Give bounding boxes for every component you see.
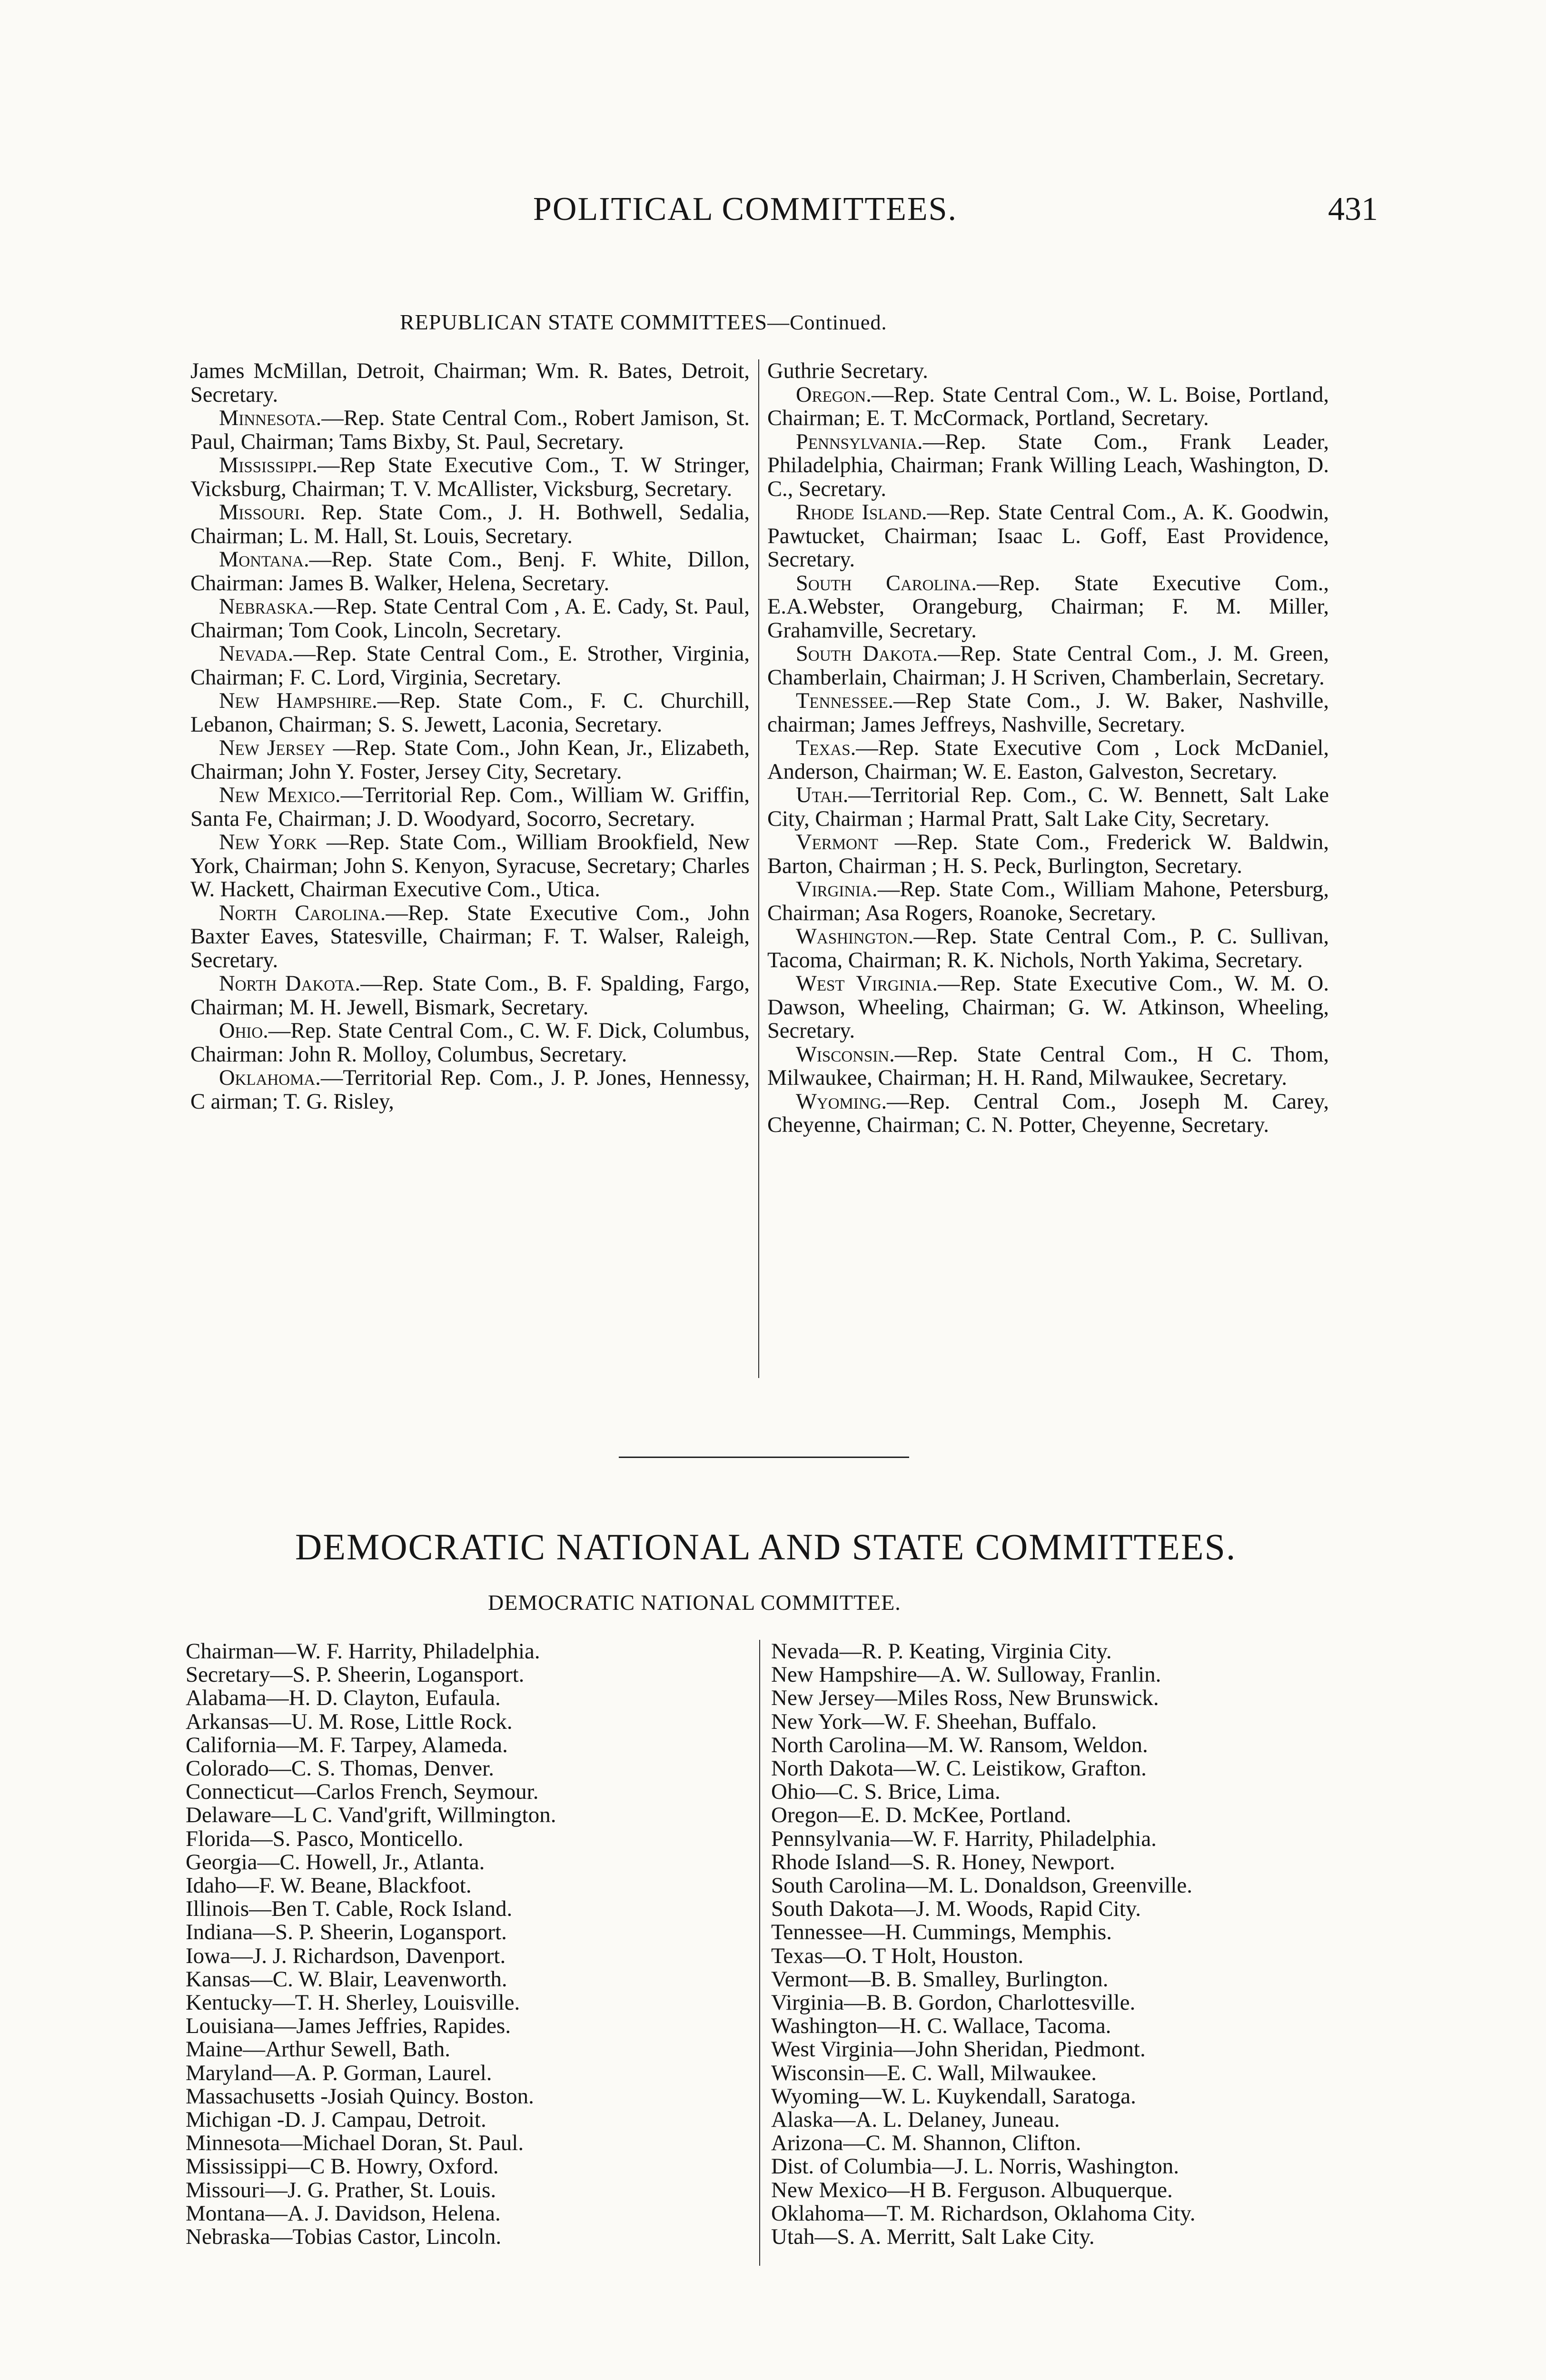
entry-text: Guthrie Secretary. [767, 359, 928, 383]
entry-text: —Rep. State Com., F. C. Churchill, Lebanon, Chairman; S. S. Jewett, Laconia, Secretary. [190, 689, 750, 737]
entry-text: —Rep. State Central Com , A. E. Cady, St. Paul, Chairman; Tom Cook, Lincoln, Secretary. [190, 595, 750, 643]
committee-entry [767, 689, 1329, 736]
state-name: South Dakota. [796, 642, 938, 666]
committee-entry [190, 359, 750, 407]
state-name: Oklahoma. [219, 1066, 321, 1090]
page-number: 431 [1328, 191, 1378, 228]
state-name: Minnesota. [219, 406, 322, 430]
state-name: Nebraska. [219, 595, 314, 619]
republican-left-column [190, 359, 750, 1113]
entry-text: Rep. State Com., J. H. Bothwell, Sedalia, Chairman; L. M. Hall, St. Louis, Secretary. [190, 500, 750, 548]
state-name: West Virginia. [796, 972, 938, 996]
list-item: South Dakota—J. M. Woods, Rapid City. [771, 1896, 1141, 1922]
committee-entry [767, 878, 1329, 925]
state-name: South Carolina. [796, 571, 977, 595]
list-item: Minnesota—Michael Doran, St. Paul. [186, 2131, 524, 2156]
list-item: Chairman—W. F. Harrity, Philadelphia. [186, 1639, 540, 1664]
committee-entry [767, 831, 1329, 878]
entry-text: —Rep. State Central Com., C. W. F. Dick, Columbus, Chairman: John R. Molloy, Columbus, Secretary. [190, 1019, 750, 1067]
list-item: Iowa—J. J. Richardson, Davenport. [186, 1943, 506, 1968]
entry-text: —Rep. State Com., Frederick W. Baldwin, Barton, Chairman ; H. S. Peck, Burlington, Secretary. [767, 830, 1329, 878]
continued-label: Continued. [790, 311, 887, 334]
committee-entry [767, 501, 1329, 572]
state-name: Missouri. [219, 500, 306, 525]
list-item: Georgia—C. Howell, Jr., Atlanta. [186, 1849, 485, 1874]
list-item: New Mexico—H B. Ferguson. Albuquerque. [771, 2177, 1173, 2202]
entry-text: —Rep. State Executive Com , Lock McDaniel, Anderson, Chairman; W. E. Easton, Galveston, Secretary. [767, 736, 1329, 784]
committee-entry [190, 783, 750, 831]
list-item: Nevada—R. P. Keating, Virginia City. [771, 1639, 1112, 1664]
list-item: Idaho—F. W. Beane, Blackfoot. [186, 1873, 472, 1898]
state-name: Oregon. [796, 382, 872, 407]
list-item: California—M. F. Tarpey, Alameda. [186, 1732, 508, 1757]
committee-entry [190, 407, 750, 454]
entry-text: —Rep. State Central Com., W. L. Boise, Portland, Chairman; E. T. McCormack, Portland, Secretary. [767, 382, 1329, 430]
entry-text: —Territorial Rep. Com., C. W. Bennett, Salt Lake City, Chairman ; Harmal Pratt, Salt Lake City, Secretary. [767, 783, 1329, 831]
entry-text: —Rep. State Com., William Brookfield, New York, Chairman; John S. Kenyon, Syracuse, Secretary; Charles W. Hackett, Chairman Executive Com., Utica. [190, 830, 750, 902]
list-item: Maryland—A. P. Gorman, Laurel. [186, 2060, 492, 2085]
committee-entry [190, 548, 750, 595]
state-name: New Mexico. [219, 783, 341, 807]
committee-entry [767, 383, 1329, 430]
committee-entry [767, 359, 1329, 383]
list-item: Rhode Island—S. R. Honey, Newport. [771, 1849, 1115, 1874]
entry-text: —Rep. Central Com., Joseph M. Carey, Cheyenne, Chairman; C. N. Potter, Cheyenne, Secretary. [767, 1089, 1329, 1137]
committee-entry [190, 642, 750, 689]
list-item: Alaska—A. L. Delaney, Juneau. [771, 2107, 1060, 2132]
state-name: Virginia. [796, 877, 878, 902]
committee-entry [767, 925, 1329, 972]
list-item: Alabama—H. D. Clayton, Eufaula. [186, 1686, 501, 1711]
entry-text: —Rep. State Executive Com., John Baxter Eaves, Statesville, Chairman; F. T. Walser, Raleigh, Secretary. [190, 901, 750, 972]
democratic-subtitle: DEMOCRATIC NATIONAL COMMITTEE. [488, 1590, 901, 1615]
entry-text: —Rep. State Com., William Mahone, Petersburg, Chairman; Asa Rogers, Roanoke, Secretary. [767, 877, 1329, 925]
list-item: West Virginia—John Sheridan, Piedmont. [771, 2037, 1146, 2062]
committee-entry [190, 689, 750, 736]
running-title: POLITICAL COMMITTEES. [533, 191, 958, 228]
entry-text: —Rep. State Central Com., E. Strother, Virginia, Chairman; F. C. Lord, Virginia, Secretary. [190, 642, 750, 690]
committee-entry [767, 972, 1329, 1043]
entry-text: —Rep. State Executive Com., E.A.Webster, Orangeburg, Chairman; F. M. Miller, Grahamville, Secretary. [767, 571, 1329, 643]
list-item: Maine—Arthur Sewell, Bath. [186, 2037, 451, 2062]
state-name: North Carolina. [219, 901, 386, 925]
committee-entry [767, 783, 1329, 831]
list-item: Wisconsin—E. C. Wall, Milwaukee. [771, 2060, 1097, 2085]
list-item: Florida—S. Pasco, Monticello. [186, 1826, 464, 1851]
entry-text: —Rep. State Central Com., P. C. Sullivan, Tacoma, Chairman; R. K. Nichols, North Yakima, Secretary. [767, 924, 1329, 972]
list-item: North Dakota—W. C. Leistikow, Grafton. [771, 1756, 1147, 1781]
column-divider [758, 359, 759, 1378]
list-item: South Carolina—M. L. Donaldson, Greenville. [771, 1873, 1193, 1898]
list-item: Dist. of Columbia—J. L. Norris, Washington. [771, 2154, 1179, 2179]
list-item: Oregon—E. D. McKee, Portland. [771, 1803, 1071, 1828]
committee-entry [190, 831, 750, 902]
entry-text: —Rep. State Central Com., A. K. Goodwin, Pawtucket, Chairman; Isaac L. Goff, East Providence, Secretary. [767, 500, 1329, 572]
list-item: Virginia—B. B. Gordon, Charlottesville. [771, 1990, 1136, 2015]
committee-entry [190, 454, 750, 501]
list-item: Arkansas—U. M. Rose, Little Rock. [186, 1709, 513, 1734]
committee-entry [767, 572, 1329, 643]
state-name: Wyoming. [796, 1089, 887, 1114]
committee-entry [767, 430, 1329, 501]
entry-text: —Territorial Rep. Com., J. P. Jones, Hennessy, C airman; T. G. Risley, [190, 1066, 750, 1114]
continued-dash: — [767, 310, 790, 334]
list-item: Connecticut—Carlos French, Seymour. [186, 1779, 539, 1805]
list-item: Michigan -D. J. Campau, Detroit. [186, 2107, 486, 2132]
list-item: Indiana—S. P. Sheerin, Logansport. [186, 1920, 507, 1945]
entry-text: —Rep State Executive Com., T. W Stringer, Vicksburg, Chairman; T. V. McAllister, Vicksburg, Secretary. [190, 453, 750, 501]
entry-text: —Rep. State Executive Com., W. M. O. Dawson, Wheeling, Chairman; G. W. Atkinson, Wheeling, Secretary. [767, 972, 1329, 1043]
democratic-title: DEMOCRATIC NATIONAL AND STATE COMMITTEES. [295, 1526, 1237, 1567]
committee-entry [190, 902, 750, 972]
list-item: Colorado—C. S. Thomas, Denver. [186, 1756, 494, 1781]
list-item: Wyoming—W. L. Kuykendall, Saratoga. [771, 2083, 1136, 2109]
state-name: Montana. [219, 547, 309, 572]
state-name: Pennsylvania. [796, 429, 923, 454]
list-item: Pennsylvania—W. F. Harrity, Philadelphia. [771, 1826, 1157, 1851]
democratic-right-list [771, 1640, 1333, 2249]
column-divider-2 [759, 1640, 760, 2266]
committee-entry [767, 1090, 1329, 1137]
state-name: North Dakota. [219, 972, 361, 996]
committee-entry [767, 736, 1329, 783]
committee-entry [190, 1066, 750, 1113]
entry-text: —Rep. State Com., Benj. F. White, Dillon, Chairman: James B. Walker, Helena, Secretary. [190, 547, 750, 595]
entry-text: —Rep. State Com., John Kean, Jr., Elizabeth, Chairman; John Y. Foster, Jersey City, Secretary. [190, 736, 750, 784]
committee-entry [190, 595, 750, 642]
entry-text: —Territorial Rep. Com., William W. Griffin, Santa Fe, Chairman; J. D. Woodyard, Socorro, Secretary. [190, 783, 750, 831]
state-name: New York [219, 830, 317, 854]
state-name: Mississippi. [219, 453, 318, 477]
list-item: New Jersey—Miles Ross, New Brunswick. [771, 1686, 1159, 1711]
state-name: New Hampshire. [219, 689, 377, 713]
list-item: Oklahoma—T. M. Richardson, Oklahoma City. [771, 2201, 1196, 2226]
committee-entry [767, 1043, 1329, 1090]
democratic-left-list [186, 1640, 752, 2249]
state-name: Ohio. [219, 1019, 268, 1043]
entry-text: —Rep. State Central Com., J. M. Green, Chamberlain, Chairman; J. H Scriven, Chamberlain, Secretary. [767, 642, 1329, 690]
list-item: Delaware—L C. Vand'grift, Willmington. [186, 1803, 556, 1828]
list-item: Mississippi—C B. Howry, Oxford. [186, 2154, 499, 2179]
state-name: Texas. [796, 736, 856, 760]
list-item: New York—W. F. Sheehan, Buffalo. [771, 1709, 1097, 1734]
list-item: Arizona—C. M. Shannon, Clifton. [771, 2131, 1081, 2156]
list-item: Washington—H. C. Wallace, Tacoma. [771, 2013, 1111, 2039]
entry-text: —Rep. State Central Com., Robert Jamison, St. Paul, Chairman; Tams Bixby, St. Paul, Secretary. [190, 406, 750, 454]
republican-right-column [767, 359, 1329, 1137]
list-item: Montana—A. J. Davidson, Helena. [186, 2201, 501, 2226]
committee-entry [190, 501, 750, 548]
entry-text: —Rep State Com., J. W. Baker, Nashville, chairman; James Jeffreys, Nashville, Secretary. [767, 689, 1329, 737]
state-name: Nevada. [219, 642, 294, 666]
state-name: Washington. [796, 924, 914, 949]
list-item: New Hampshire—A. W. Sulloway, Franlin. [771, 1662, 1161, 1687]
list-item: Utah—S. A. Merritt, Salt Lake City. [771, 2224, 1095, 2250]
list-item: Vermont—B. B. Smalley, Burlington. [771, 1966, 1109, 1992]
section-ornament-rule [619, 1457, 909, 1458]
list-item: Secretary—S. P. Sheerin, Logansport. [186, 1662, 525, 1687]
state-name: New Jersey [219, 736, 326, 760]
committee-entry [190, 972, 750, 1019]
committee-entry [767, 642, 1329, 689]
state-name: Tennessee. [796, 689, 894, 713]
committee-entry [190, 736, 750, 783]
entry-text: —Rep. State Com., Frank Leader, Philadelphia, Chairman; Frank Willing Leach, Washington, D. C., Secretary. [767, 429, 1329, 501]
state-name: Vermont [796, 830, 878, 854]
list-item: Missouri—J. G. Prather, St. Louis. [186, 2177, 496, 2202]
list-item: Ohio—C. S. Brice, Lima. [771, 1779, 1001, 1805]
republican-subtitle-text: REPUBLICAN STATE COMMITTEES [400, 310, 768, 334]
list-item: Massachusetts -Josiah Quincy. Boston. [186, 2083, 534, 2109]
list-item: Nebraska—Tobias Castor, Lincoln. [186, 2224, 502, 2250]
list-item: Illinois—Ben T. Cable, Rock Island. [186, 1896, 513, 1922]
list-item: Tennessee—H. Cummings, Memphis. [771, 1920, 1112, 1945]
list-item: North Carolina—M. W. Ransom, Weldon. [771, 1732, 1148, 1757]
state-name: Wisconsin. [796, 1042, 895, 1067]
list-item: Texas—O. T Holt, Houston. [771, 1943, 1024, 1968]
list-item: Louisiana—James Jeffries, Rapides. [186, 2013, 511, 2039]
list-item: Kansas—C. W. Blair, Leavenworth. [186, 1966, 507, 1992]
republican-subtitle [400, 309, 887, 335]
state-name: Utah. [796, 783, 849, 807]
entry-text: —Rep. State Com., B. F. Spalding, Fargo, Chairman; M. H. Jewell, Bismark, Secretary. [190, 972, 750, 1020]
list-item: Kentucky—T. H. Sherley, Louisville. [186, 1990, 520, 2015]
committee-entry [190, 1019, 750, 1066]
entry-text: —Rep. State Central Com., H C. Thom, Milwaukee, Chairman; H. H. Rand, Milwaukee, Secretary. [767, 1042, 1329, 1090]
entry-text: James McMillan, Detroit, Chairman; Wm. R. Bates, Detroit, Secretary. [190, 359, 750, 407]
state-name: Rhode Island. [796, 500, 927, 525]
